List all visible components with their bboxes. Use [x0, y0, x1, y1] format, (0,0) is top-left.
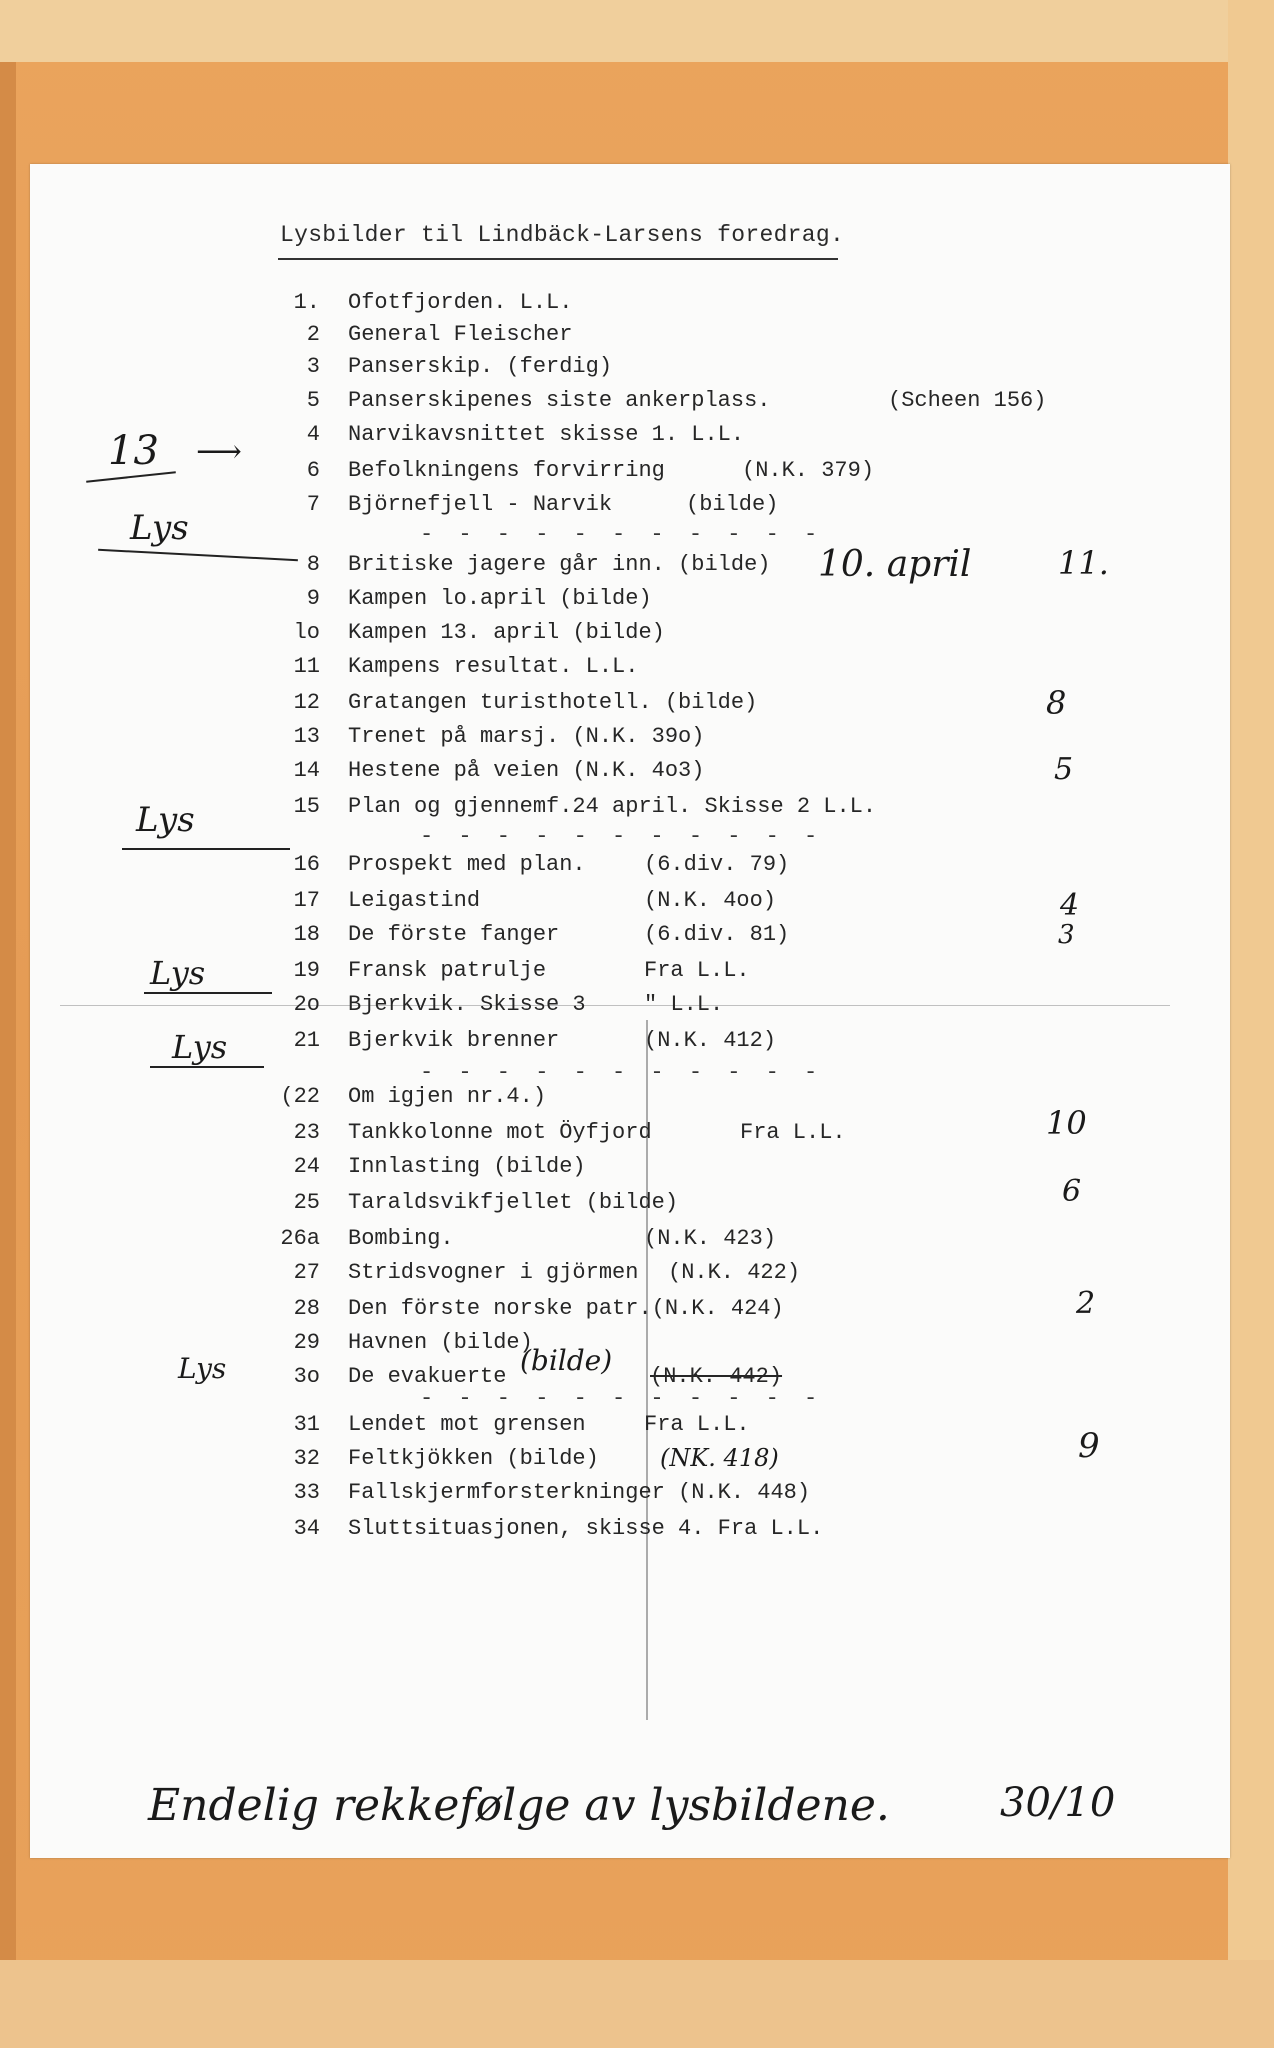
- item-text: Gratangen turisthotell. (bilde): [348, 690, 758, 715]
- item-reference: (N.K. 379): [742, 458, 875, 483]
- item-number: 28: [293, 1296, 320, 1321]
- item-text: Befolkningens forvirring: [348, 458, 665, 483]
- item-text: Fransk patrulje: [348, 958, 547, 983]
- list-item: [0, 1446, 1200, 1476]
- list-item: [0, 1260, 1200, 1290]
- item-reference: (N.K. 423): [644, 1226, 777, 1251]
- tape-top: [0, 0, 1274, 62]
- arrow-mark: ⟶: [196, 432, 242, 470]
- list-item: [0, 1296, 1200, 1326]
- list-item: [0, 388, 1200, 418]
- item-reference: (N.K. 422): [668, 1260, 801, 1285]
- item-number: 14: [293, 758, 320, 783]
- item-number: 5: [306, 388, 320, 413]
- dash-separator: - - - - - - - - - - -: [420, 824, 824, 849]
- handwritten-lys-3: Lys: [150, 954, 206, 992]
- item-number: (22: [280, 1084, 320, 1109]
- item-number: 3o: [293, 1364, 320, 1389]
- item-number: 26a: [280, 1226, 320, 1251]
- list-item: [0, 290, 1200, 320]
- handwritten-lys-1: Lys: [130, 508, 189, 548]
- item-number: 17: [293, 888, 320, 913]
- list-item: [0, 620, 1200, 650]
- item-text: Havnen (bilde): [348, 1330, 533, 1355]
- item-text: General Fleischer: [348, 322, 573, 347]
- list-item: [0, 1120, 1200, 1150]
- list-item: [0, 586, 1200, 616]
- handwritten-5: 5: [1054, 752, 1074, 787]
- list-item: [0, 758, 1200, 788]
- list-item: [0, 992, 1200, 1022]
- item-reference: (6.div. 79): [644, 852, 790, 877]
- item-text: Panserskip. (ferdig): [348, 354, 613, 379]
- item-number: 7: [306, 492, 320, 517]
- handwritten-nk-418: (NK. 418): [660, 1444, 779, 1472]
- item-number: 21: [293, 1028, 320, 1053]
- list-item: [0, 1226, 1200, 1256]
- item-number: 9: [306, 586, 320, 611]
- list-item: [0, 922, 1200, 952]
- tape-right: [1228, 0, 1274, 2048]
- list-item: [0, 552, 1200, 582]
- item-number: 33: [293, 1480, 320, 1505]
- list-item: [0, 1084, 1200, 1114]
- item-reference: (N.K. 412): [644, 1028, 777, 1053]
- list-item: [0, 422, 1200, 452]
- item-text: Sluttsituasjonen, skisse 4. Fra L.L.: [348, 1516, 824, 1541]
- item-number: 4: [306, 422, 320, 447]
- title-underline: [278, 258, 838, 260]
- item-number: 25: [293, 1190, 320, 1215]
- handwritten-bilde: (bilde): [520, 1344, 613, 1377]
- item-number: 16: [293, 852, 320, 877]
- item-number: 29: [293, 1330, 320, 1355]
- item-number: 2: [306, 322, 320, 347]
- item-number: 11: [293, 654, 320, 679]
- item-reference: (N.K. 442): [650, 1364, 783, 1389]
- item-text: Bjerkvik brenner: [348, 1028, 560, 1053]
- list-item: [0, 354, 1200, 384]
- item-number: 1.: [293, 290, 320, 315]
- handwritten-10-april: 10. april: [818, 544, 972, 585]
- item-text: Taraldsvikfjellet (bilde): [348, 1190, 679, 1215]
- item-number: 6: [306, 458, 320, 483]
- list-item: [0, 322, 1200, 352]
- list-item: [0, 852, 1200, 882]
- item-text: Hestene på veien (N.K. 4o3): [348, 758, 705, 783]
- item-reference: (bilde): [686, 492, 779, 517]
- item-text: Bombing.: [348, 1226, 454, 1251]
- item-number: 12: [293, 690, 320, 715]
- list-item: [0, 690, 1200, 720]
- list-item: [0, 458, 1200, 488]
- item-text: Björnefjell - Narvik: [348, 492, 613, 517]
- item-text: De förste fanger: [348, 922, 560, 947]
- item-number: 23: [293, 1120, 320, 1145]
- item-text: Innlasting (bilde): [348, 1154, 586, 1179]
- item-number: 18: [293, 922, 320, 947]
- item-text: Prospekt med plan.: [348, 852, 586, 877]
- item-text: Om igjen nr.4.): [348, 1084, 547, 1109]
- handwritten-2: 2: [1076, 1286, 1096, 1321]
- handwritten-13: 13: [108, 428, 159, 474]
- tape-bottom: [0, 1960, 1274, 2048]
- handwritten-date: 30/10: [1000, 1780, 1116, 1826]
- document-title: Lysbilder til Lindbäck-Larsens foredrag.: [280, 222, 845, 248]
- handwritten-3: 3: [1058, 920, 1075, 950]
- item-text: Kampen 13. april (bilde): [348, 620, 665, 645]
- handwritten-lys-4: Lys: [172, 1028, 228, 1066]
- item-number: 2o: [293, 992, 320, 1017]
- list-item: [0, 1154, 1200, 1184]
- handwritten-lys-2: Lys: [136, 800, 195, 840]
- list-item: [0, 1412, 1200, 1442]
- handwritten-footer: Endelig rekkefølge av lysbildene.: [148, 1780, 890, 1831]
- item-text: Feltkjökken (bilde): [348, 1446, 599, 1471]
- dash-separator: - - - - - - - - - - -: [420, 522, 824, 547]
- item-reference: Fra L.L.: [644, 958, 750, 983]
- item-reference: " L.L.: [644, 992, 724, 1017]
- item-text: Panserskipenes siste ankerplass.: [348, 388, 771, 413]
- list-item: [0, 724, 1200, 754]
- list-item: [0, 888, 1200, 918]
- handwritten-underline: [144, 992, 272, 994]
- item-number: 8: [306, 552, 320, 577]
- item-text: Tankkolonne mot Öyfjord: [348, 1120, 652, 1145]
- item-text: Bjerkvik. Skisse 3: [348, 992, 586, 1017]
- item-number: 31: [293, 1412, 320, 1437]
- item-reference: Fra L.L.: [740, 1120, 846, 1145]
- item-number: 27: [293, 1260, 320, 1285]
- item-text: De evakuerte: [348, 1364, 507, 1389]
- item-number: lo: [293, 620, 320, 645]
- item-number: 15: [293, 794, 320, 819]
- item-text: Britiske jagere går inn. (bilde): [348, 552, 771, 577]
- handwritten-underline: [122, 848, 290, 850]
- item-reference: (6.div. 81): [644, 922, 790, 947]
- list-item: [0, 1480, 1200, 1510]
- item-text: Kampen lo.april (bilde): [348, 586, 652, 611]
- item-text: Ofotfjorden. L.L.: [348, 290, 573, 315]
- item-text: Leigastind: [348, 888, 481, 913]
- item-number: 3: [306, 354, 320, 379]
- list-item: [0, 654, 1200, 684]
- handwritten-9: 9: [1078, 1426, 1100, 1466]
- handwritten-10: 10: [1046, 1104, 1087, 1142]
- item-number: 24: [293, 1154, 320, 1179]
- item-number: 32: [293, 1446, 320, 1471]
- item-text: Narvikavsnittet skisse 1. L.L.: [348, 422, 745, 447]
- list-item: [0, 1516, 1200, 1546]
- item-text: Plan og gjennemf.24 april. Skisse 2 L.L.: [348, 794, 877, 819]
- item-reference: (N.K. 4oo): [644, 888, 777, 913]
- dash-separator: - - - - - - - - - - -: [420, 1060, 824, 1085]
- item-number: 34: [293, 1516, 320, 1541]
- handwritten-4: 4: [1060, 888, 1080, 923]
- item-text: Lendet mot grensen: [348, 1412, 586, 1437]
- item-text: Kampens resultat. L.L.: [348, 654, 639, 679]
- item-text: Fallskjermforsterkninger (N.K. 448): [348, 1480, 811, 1505]
- item-reference: (Scheen 156): [888, 388, 1047, 413]
- item-number: 13: [293, 724, 320, 749]
- handwritten-11: 11.: [1058, 544, 1109, 582]
- handwritten-6: 6: [1062, 1174, 1082, 1209]
- item-text: Den förste norske patr.(N.K. 424): [348, 1296, 784, 1321]
- handwritten-8: 8: [1046, 684, 1067, 722]
- item-number: 19: [293, 958, 320, 983]
- item-reference: Fra L.L.: [644, 1412, 750, 1437]
- handwritten-underline: [150, 1066, 264, 1068]
- list-item: [0, 1190, 1200, 1220]
- item-text: Trenet på marsj. (N.K. 39o): [348, 724, 705, 749]
- handwritten-lys-5: Lys: [178, 1352, 227, 1385]
- dash-separator: - - - - - - - - - - -: [420, 1386, 824, 1411]
- item-text: Stridsvogner i gjörmen: [348, 1260, 639, 1285]
